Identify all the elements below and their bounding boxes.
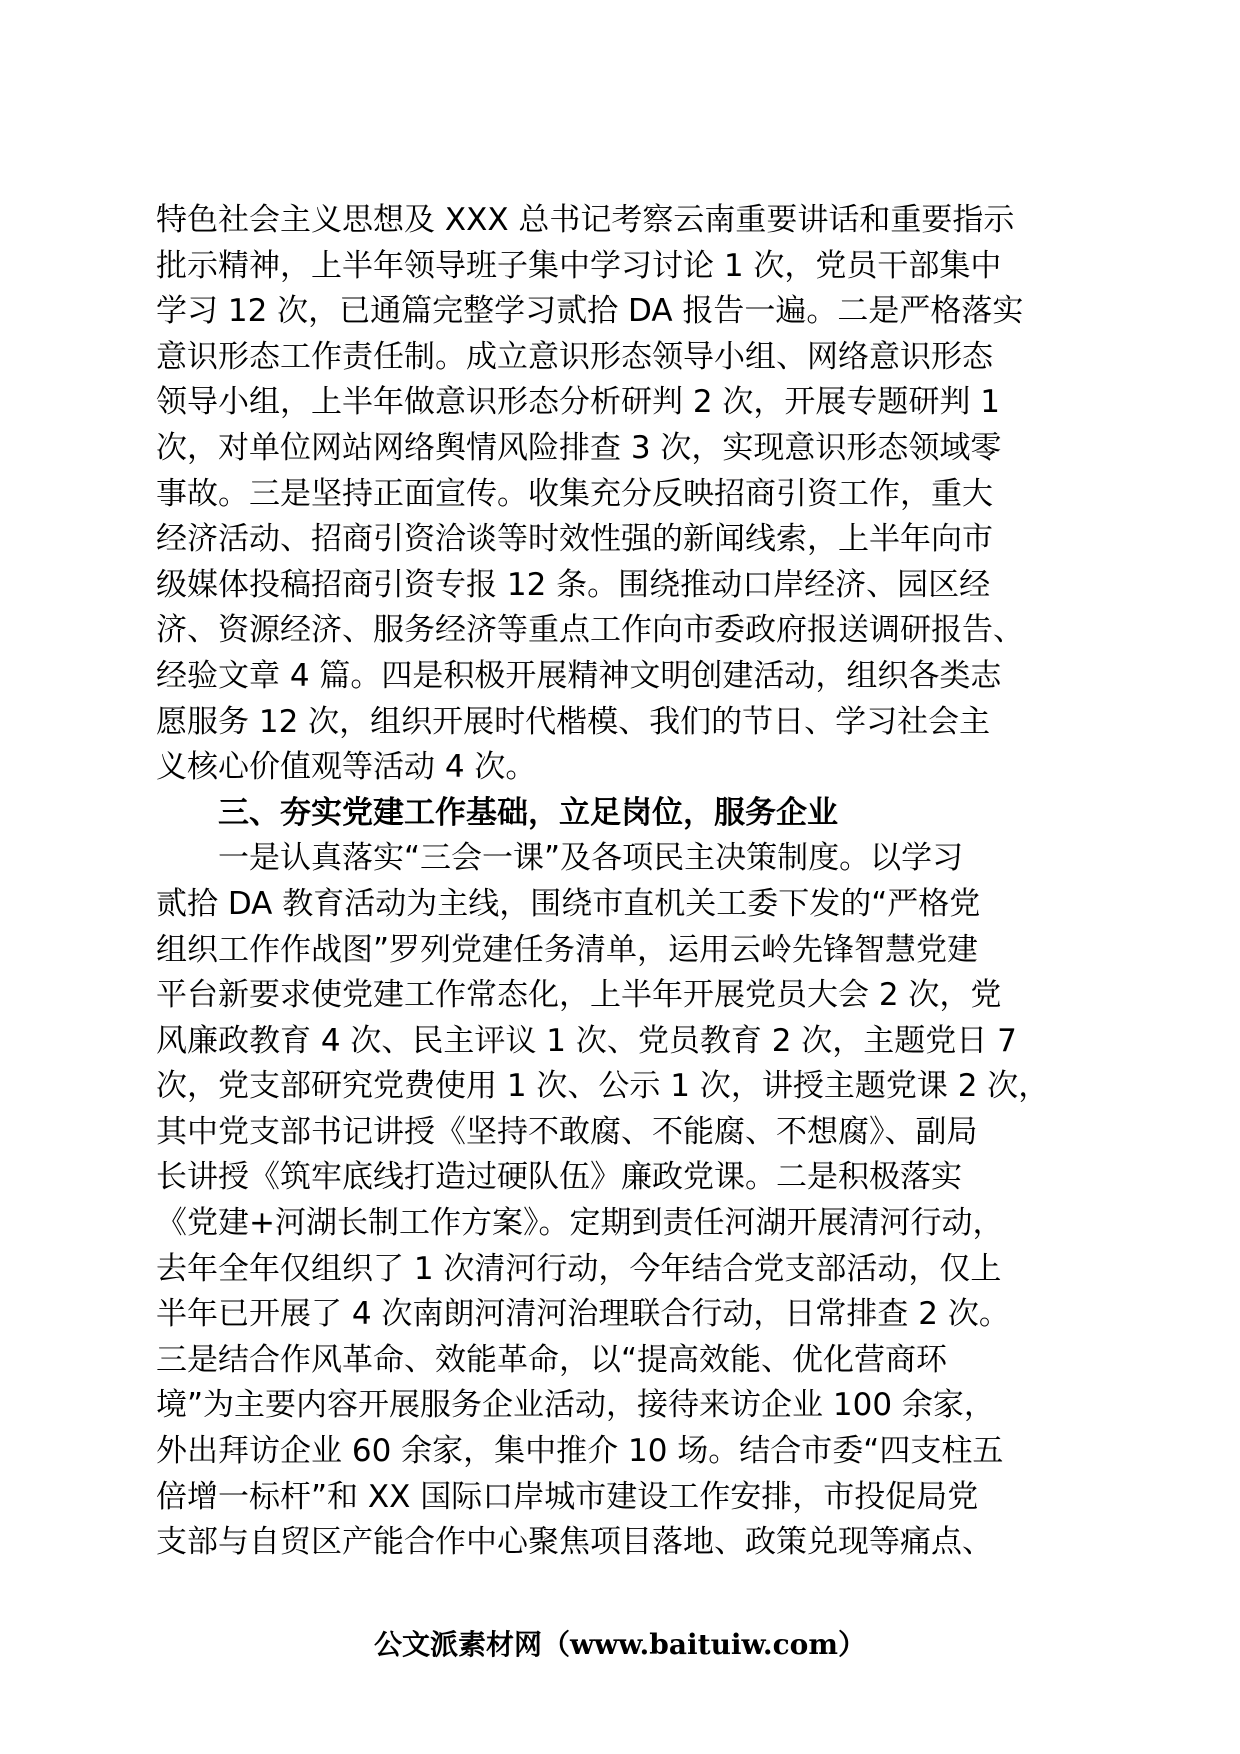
body-line: 义核心价值观等活动 4 次。 — [156, 749, 537, 786]
body-line: 贰拾 DA 教育活动为主线，围绕市直机关工委下发的“严格党 — [156, 885, 981, 922]
body-line: 一是认真落实“三会一课”及各项民主决策制度。以学习 — [218, 840, 964, 877]
body-line: 《党建+河湖长制工作方案》。定期到责任河湖开展清河行动， — [156, 1205, 1004, 1242]
body-line: 去年全年仅组织了 1 次清河行动，今年结合党支部活动，仅上 — [156, 1250, 1002, 1287]
body-line: 愿服务 12 次，组织开展时代楷模、我们的节日、学习社会主 — [156, 703, 991, 740]
body-line: 济、资源经济、服务经济等重点工作向市委政府报送调研报告、 — [156, 612, 1024, 649]
body-line: 经验文章 4 篇。四是积极开展精神文明创建活动，组织各类志 — [156, 657, 1002, 694]
body-line: 次，党支部研究党费使用 1 次、公示 1 次，讲授主题党课 2 次， — [156, 1068, 1050, 1105]
body-line: 领导小组，上半年做意识形态分析研判 2 次，开展专题研判 1 — [156, 384, 1001, 421]
body-line: 经济活动、招商引资洽谈等时效性强的新闻线索，上半年向市 — [156, 521, 993, 558]
body-line: 学习 12 次，已通篇完整学习贰拾 DA 报告一遍。二是严格落实 — [156, 293, 1024, 330]
body-line: 长讲授《筑牢底线打造过硬队伍》廉政党课。二是积极落实 — [156, 1159, 962, 1196]
body-line: 半年已开展了 4 次南朗河清河治理联合行动，日常排查 2 次。 — [156, 1296, 1010, 1333]
body-line: 境”为主要内容开展服务企业活动，接待来访企业 100 余家， — [156, 1387, 995, 1424]
section-heading: 三、夯实党建工作基础，立足岗位，服务企业 — [218, 794, 838, 831]
body-line: 其中党支部书记讲授《坚持不敢腐、不能腐、不想腐》、副局 — [156, 1113, 978, 1150]
body-line: 级媒体投稿招商引资专报 12 条。围绕推动口岸经济、园区经 — [156, 566, 991, 603]
body-line: 批示精神，上半年领导班子集中学习讨论 1 次，党员干部集中 — [156, 247, 1002, 284]
body-line: 特色社会主义思想及 XXX 总书记考察云南重要讲话和重要指示 — [156, 202, 1015, 238]
footer-watermark: 公文派素材网（www.baituiw.com） — [374, 1628, 866, 1661]
body-line: 倍增一标杆”和 XX 国际口岸城市建设工作安排，市投促局党 — [156, 1478, 979, 1515]
body-line: 支部与自贸区产能合作中心聚焦项目落地、政策兑现等痛点、 — [156, 1524, 993, 1561]
body-line: 事故。三是坚持正面宣传。收集充分反映招商引资工作，重大 — [156, 475, 993, 512]
body-line: 组织工作作战图”罗列党建任务清单，运用云岭先锋智慧党建 — [156, 931, 979, 968]
body-line: 外出拜访企业 60 余家，集中推介 10 场。结合市委“四支柱五 — [156, 1433, 1004, 1470]
body-line: 次，对单位网站网络舆情风险排查 3 次，实现意识形态领域零 — [156, 429, 1002, 466]
body-line: 平台新要求使党建工作常态化，上半年开展党员大会 2 次，党 — [156, 977, 1002, 1014]
body-line: 风廉政教育 4 次、民主评议 1 次、党员教育 2 次，主题党日 7 — [156, 1022, 1017, 1059]
body-line: 三是结合作风革命、效能革命，以“提高效能、优化营商环 — [156, 1341, 948, 1378]
body-line: 意识形态工作责任制。成立意识形态领导小组、网络意识形态 — [156, 338, 993, 375]
document-body — [156, 198, 1116, 1566]
